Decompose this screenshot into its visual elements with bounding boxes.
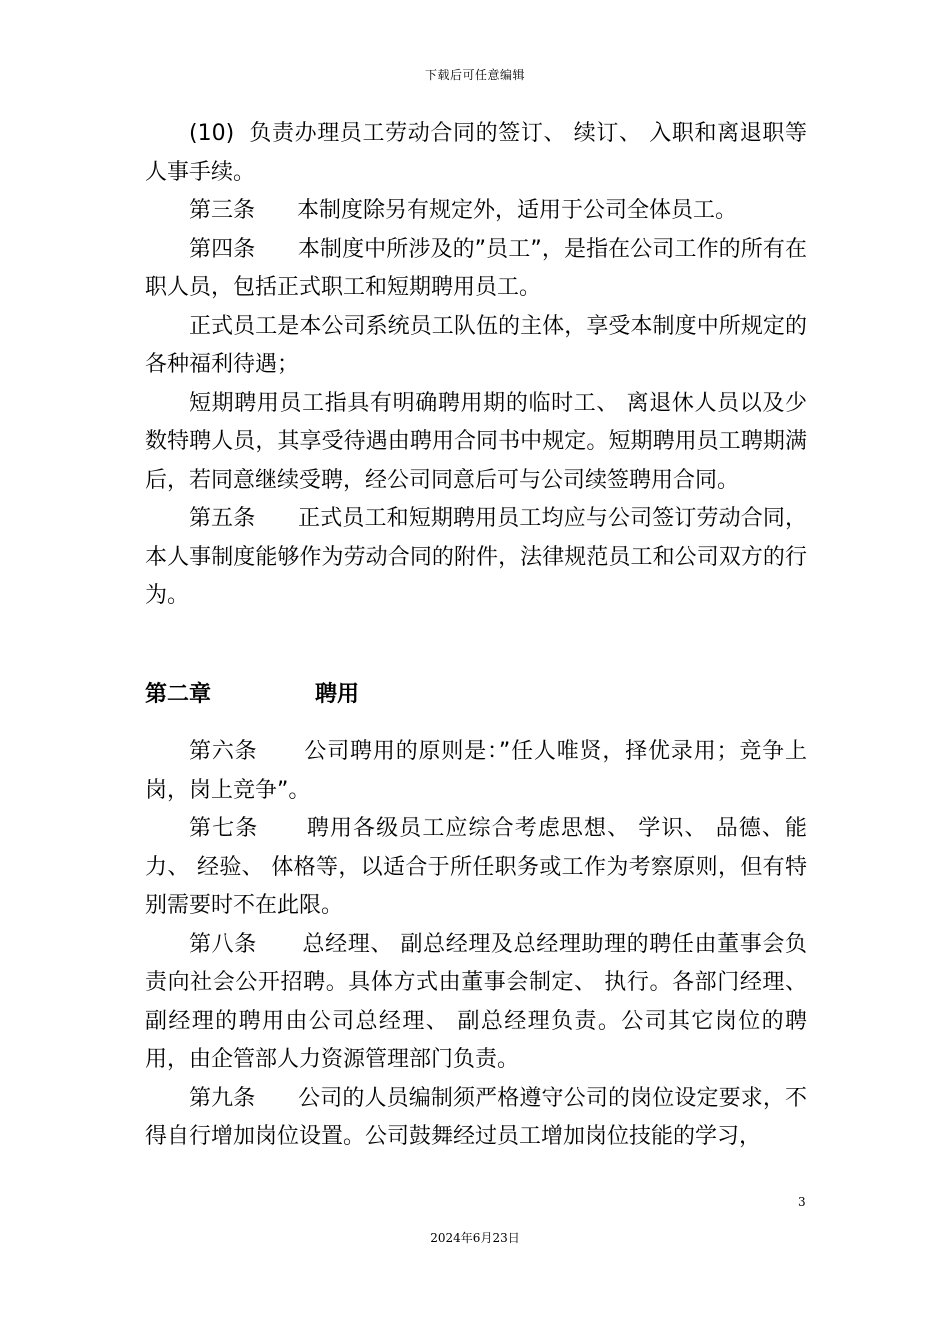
page-header: 下载后可任意编辑 (424, 68, 525, 82)
document-body-section-2 (145, 733, 814, 1157)
chapter-title: 聘用 (315, 682, 360, 707)
document-body-section-1 (145, 115, 807, 616)
paragraph-article-5: 第五条 正式员工和短期聘用员工均应与公司签订劳动合同，本人事制度能够作为劳动合同的附件，法律规范员工和公司双方的行为。 (145, 506, 807, 608)
paragraph-formal-staff: 正式员工是本公司系统员工队伍的主体，享受本制度中所规定的各种福利待遇； (145, 313, 807, 377)
paragraph-article-6: 第六条 公司聘用的原则是：”任人唯贤，择优录用；竞争上岗，岗上竞争”。 (145, 739, 807, 803)
paragraph-item-10: (10) 负责办理员工劳动合同的签订、 续订、 入职和离退职等人事手续。 (145, 121, 807, 185)
page-number: 3 (798, 1195, 806, 1209)
paragraph-article-4: 第四条 本制度中所涉及的”员工”，是指在公司工作的所有在职人员，包括正式职工和短期聘用员工。 (145, 236, 807, 300)
paragraph-short-term-staff: 短期聘用员工指具有明确聘用期的临时工、 离退休人员以及少数特聘人员，其享受待遇由聘用合同书中规定。短期聘用员工聘期满后，若同意继续受聘，经公司同意后可与公司续签聘用合同。 (145, 390, 807, 493)
paragraph-article-9: 第九条 公司的人员编制须严格遵守公司的岗位设定要求，不得自行增加岗位设置。公司鼓舞经过员工增加岗位技能的学习， (145, 1085, 807, 1149)
paragraph-article-3: 第三条 本制度除另有规定外，适用于公司全体员工。 (189, 198, 737, 223)
chapter-heading (145, 676, 359, 714)
page-date: 2024年6月23日 (430, 1231, 520, 1245)
paragraph-article-7: 第七条 聘用各级员工应综合考虑思想、 学识、 品德、能力、 经验、 体格等，以适合于所任职务或工作为考察原则，但有特别需要时不在此限。 (145, 816, 807, 918)
chapter-number: 第二章 (145, 682, 212, 707)
paragraph-article-8: 第八条 总经理、 副总经理及总经理助理的聘任由董事会负责向社会公开招聘。具体方式由董事会制定、 执行。各部门经理、 副经理的聘用由公司总经理、 副总经理负责。公司其它岗位的聘用，由企管部人力资源管理部门负责。 (145, 931, 814, 1072)
